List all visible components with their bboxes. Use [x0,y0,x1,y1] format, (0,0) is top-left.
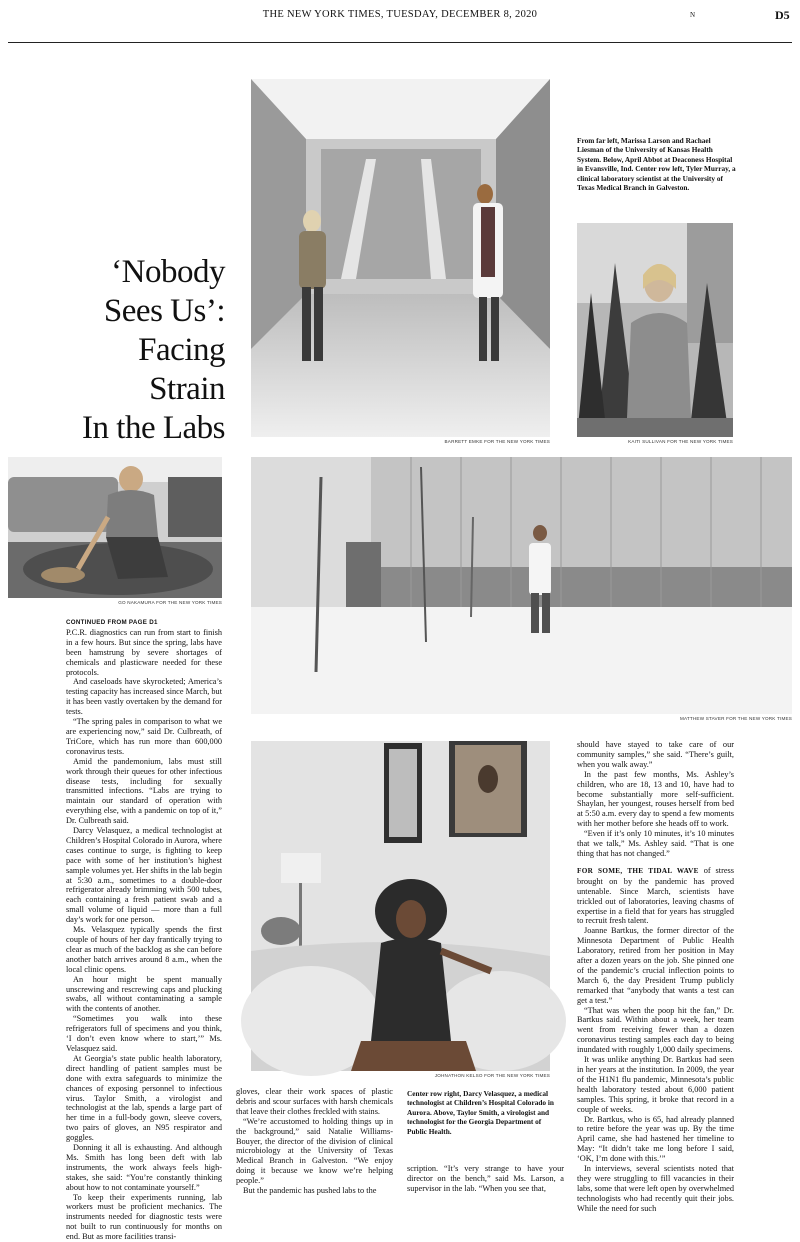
paragraph: To keep their experiments running, lab workers must be proficient mechanics. The instruments needed for diagnostic tests were not built to run continuously for months on end. But as more facilities transi- [66,1192,222,1242]
paragraph: Ms. Velasquez typically spends the first couple of hours of her day frantically trying to clear as much of the backlog as she can before another batch arrives around 8 a.m., when the local clinic opens. [66,925,222,974]
paragraph: “We’re accustomed to holding things up in the background,” said Natalie Williams-Bouyer, the director of the division of clinical microbiology at the University of Texas Medical Branch in Galveston. “We enjoy doing it because we know we’re helping people.” [236,1116,393,1186]
photo-credit-sofa-woman: JOHNATHON KELSO FOR THE NEW YORK TIMES [434,1073,550,1078]
section-lead-text: of stress brought on by the pandemic has proved untenable. Since March, scientists have trickled out of laboratories, leaving chasms of expertise in a field that for years has struggled to recruit fresh talent. [577,865,734,926]
headline-line-3: Facing [138,332,225,368]
section-lead: FOR SOME, THE TIDAL WAVE [577,866,699,875]
headline [40,253,225,448]
photo-credit-outdoor-woman: KAITI SULLIVAN FOR THE NEW YORK TIMES [628,439,733,444]
paragraph: Dr. Bartkus, who is 65, had already planned to retire before the year was up. By the time April came, she had hastened her timeline to May: “It didn’t take me long before I said, ‘OK, I’m done with this.’” [577,1114,734,1164]
article-column-4 [577,740,734,1213]
article-column-3 [407,1164,564,1199]
paragraph: “Even if it’s only 10 minutes, it’s 10 minutes that we talk,” Ms. Ashley said. “That is one thing that has not changed.” [577,829,734,858]
paragraph: Donning it all is exhausting. And although Ms. Smith has long been deft with lab instruments, the work always feels high-stakes, she said: “You’re constantly thinking about how to not contaminate yourself.” [66,1143,222,1192]
paragraph: In interviews, several scientists noted that they were struggling to fill vacancies in their labs, some that were left open by overwhelmed technologists who had recently quit their jobs. While the need for such [577,1164,734,1213]
paragraph: Joanne Bartkus, the former director of the Minnesota Department of Public Health Laboratory, retired from her position in May after a dozen years on the job. She pinned one of the pandemic’s crucial inflection points to March 6, the day President Trump publicly remarked that “anybody that wants a test can get a test.” [577,926,734,1005]
caption-top-right: From far left, Marissa Larson and Rachael Liesman of the University of Kansas Health System. Below, April Abbot at Deaconess Hospital in Evansville, Ind. Center row left, Tyler Murray, a clinical laboratory scientist at the University of Texas Medical Branch in Galveston. [577,136,736,193]
paragraph: It was unlike anything Dr. Bartkus had seen in her years at the institution. In 2009, the year of the H1N1 flu pandemic, Minnesota’s public health laboratory tested about 6,000 patient samples. This spring, it broke that record in a couple of weeks. [577,1055,734,1114]
photo-credit-snow-field: MATTHEW STAVER FOR THE NEW YORK TIMES [679,716,792,721]
section-lead-paragraph [577,866,734,926]
article-column-2 [236,1087,393,1199]
paragraph: An hour might be spent manually unscrewing and rescrewing caps and plucking swabs, all without contaminating a sample with the contents of another. [66,974,222,1014]
photo-hallway [251,79,550,437]
paragraph: “That was when the poop hit the fan,” Dr. Bartkus said. Within about a week, her team went from receiving fewer than a dozen coronavirus testing samples each day to being inundated with roughly 1,000 daily specimens. [577,1005,734,1055]
paragraph: Darcy Velasquez, a medical technologist at Children’s Hospital Colorado in Aurora, where cases continue to surge, is fighting to keep pace with some of her institution’s highest sample volumes yet. Her shifts in the lab begin at 5:30 a.m., sometimes to a double-door refrigerator already brimming with 500 tubes, each containing a fresh patient swab and a small volume of liquid — more than a full day’s work for one person. [66,826,222,925]
paragraph: gloves, clear their work spaces of plastic debris and scour surfaces with harsh chemicals that leave their clothes freckled with stains. [236,1087,393,1116]
paragraph: At Georgia’s state public health laboratory, direct handling of patient samples must be done with extra safeguards to minimize the chances of exposing personnel to infectious virus. Taylor Smith, a virologist and technologist at the lab, spends a large part of her time in a full-body gown, sleeve covers, two pairs of gloves, an N95 respirator and goggles. [66,1053,222,1143]
paragraph: But the pandemic has pushed labs to the [243,1186,377,1196]
photo-outdoor-woman [577,223,733,437]
edition-marker: N [690,11,696,19]
caption-bottom-center: Center row right, Darcy Velasquez, a medical technologist at Children’s Hospital Colorado in Aurora. Above, Taylor Smith, a virologist and technologist for the Georgia Department of Public Health. [407,1089,554,1136]
headline-line-1: ‘Nobody [111,254,225,290]
paragraph: P.C.R. diagnostics can run from start to finish in a few hours. But since the spring, labs have been hamstrung by severe shortages of chemicals and plasticware needed for these protocols. [66,627,222,677]
continued-line: CONTINUED FROM PAGE D1 [66,619,158,626]
paragraph: “The spring pales in comparison to what we are experiencing now,” said Dr. Culbreath, of TriCore, which has run more than 600,000 coronavirus tests. [66,717,222,756]
paragraph: Amid the pandemonium, labs must still work through their queues for other infectious disease tests, including for sexually transmitted infections. “Labs are trying to maintain our standard of operation with everything else, with a pandemic on top of it,” Dr. Culbreath said. [66,756,222,826]
photo-snow-field [251,457,792,714]
paragraph: scription. “It’s very strange to have your director on the bench,” said Ms. Larson, a supervisor in the lab. “When you see that, [407,1164,564,1193]
photo-credit-hallway: BARRETT EMKE FOR THE NEW YORK TIMES [444,439,550,444]
paragraph: In the past few months, Ms. Ashley’s children, who are 18, 13 and 10, have had to become substantially more self-sufficient. Shaylan, her youngest, rouses herself from bed at 5:50 a.m. every day to spend a few moments with her mother before she heads off to work. [577,769,734,829]
photo-home-man [8,457,222,598]
article-column-1 [66,618,222,1242]
header-rule [8,42,792,43]
paragraph: “Sometimes you walk into these refrigerators full of specimens and you think, ‘I don’t even know where to start,’” Ms. Velasquez said. [66,1014,222,1053]
headline-line-5: In the Labs [82,410,225,446]
paragraph: should have stayed to take care of our community samples,” she said. “There’s guilt, when you walk away.” [577,740,734,769]
page-number: D5 [775,8,790,22]
page-header [0,0,800,44]
headline-line-4: Strain [149,371,225,407]
headline-line-2: Sees Us’: [103,293,225,329]
photo-credit-home-man: GO NAKAMURA FOR THE NEW YORK TIMES [118,600,222,605]
paragraph: And caseloads have skyrocketed; America’s testing capacity has increased since March, but it has been vastly overtaken by the demand for tests. [66,677,222,717]
dateline: THE NEW YORK TIMES, TUESDAY, DECEMBER 8, 2020 [262,9,538,20]
photo-sofa-woman [251,741,550,1071]
